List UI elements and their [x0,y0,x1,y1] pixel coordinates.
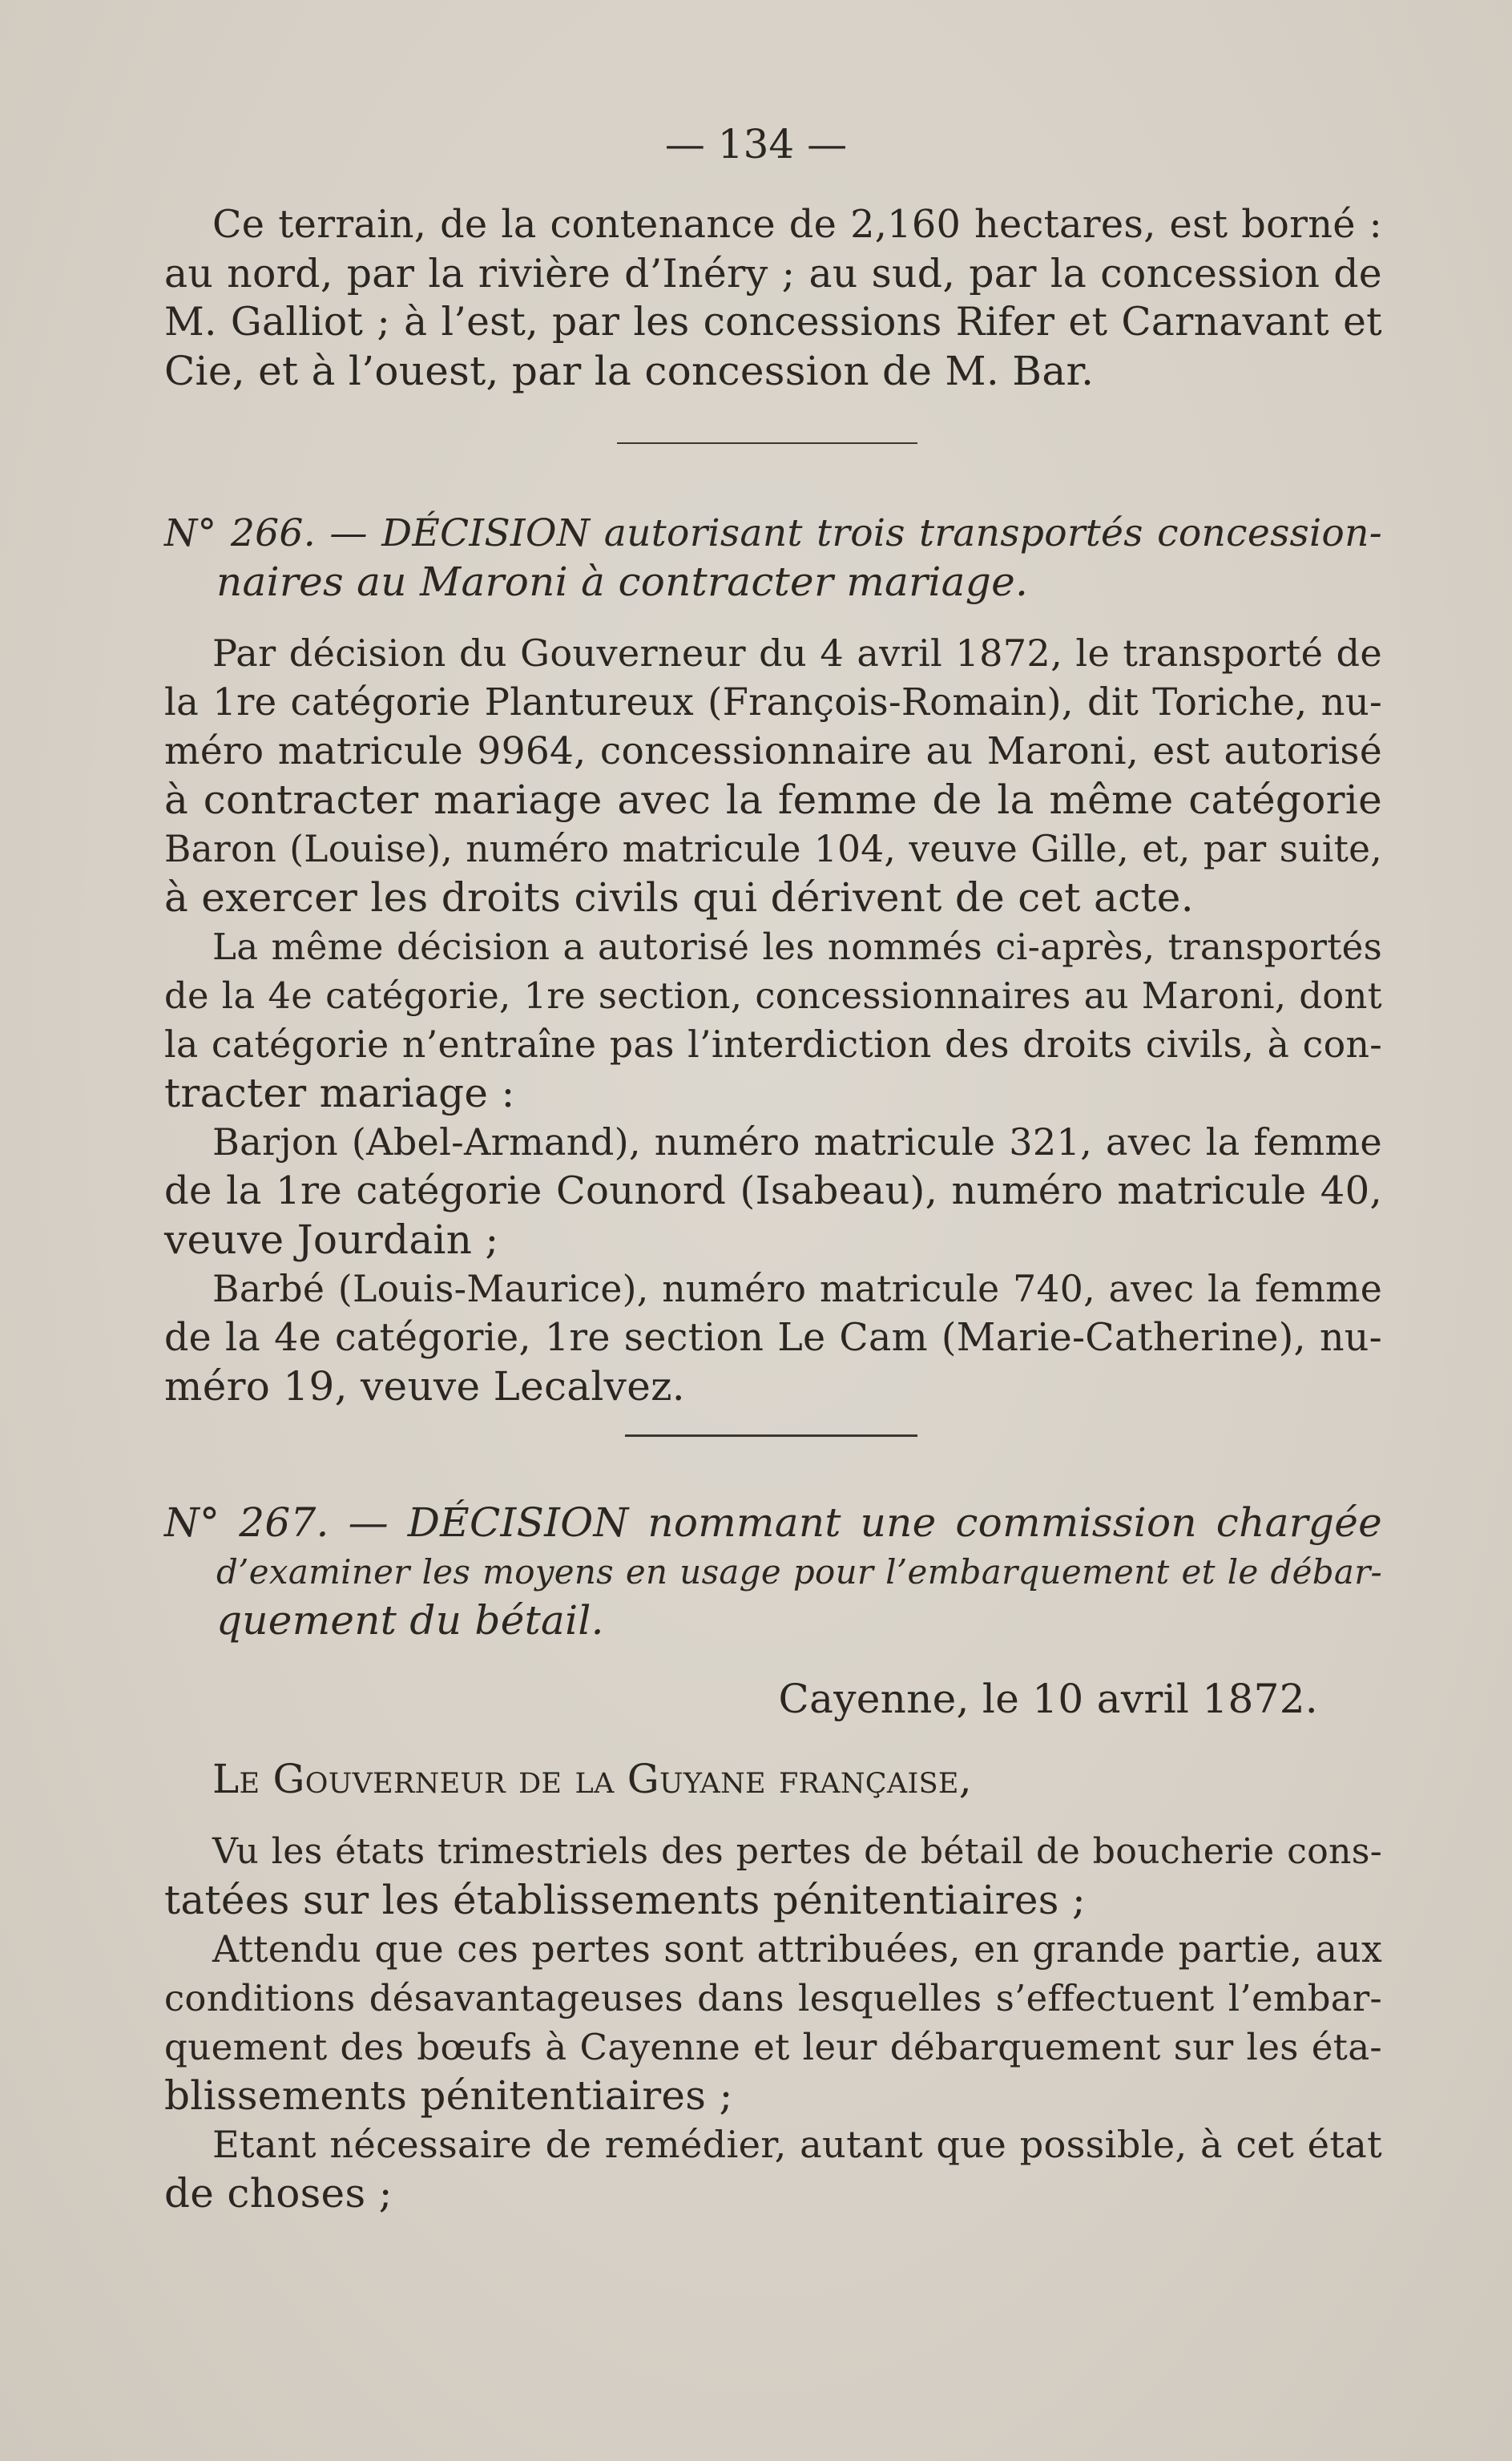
dateline: Cayenne, le 10 avril 1872. [778,1676,1318,1722]
text-line: méro 19, veuve Lecalvez. [164,1363,685,1410]
text-line: blissements pénitentiaires ; [164,2072,733,2119]
text-line: la catégorie n’entraîne pas l’interdiction des droits civils, à con- [164,1023,1382,1066]
text-line: de la 1re catégorie Counord (Isabeau), numéro matricule 40, [164,1168,1382,1213]
decision-266-heading [164,509,1382,607]
decision-267-heading [164,1499,1382,1645]
page-number: — 134 — [664,121,848,167]
text-line: Barjon (Abel-Armand), numéro matricule 321, avec la femme [212,1120,1382,1164]
heading-line: naires au Maroni à contracter mariage. [216,559,1029,605]
text-line: à contracter mariage avec la femme de la même catégorie [164,777,1382,823]
heading-line: N° 266. — DÉCISION autorisant trois transportés concession- [164,511,1382,555]
text-line: Attendu que ces pertes sont attribuées, en grande partie, aux [212,1928,1382,1971]
text-line: conditions désavantageuses dans lesquelles s’effectuent l’embar- [164,1977,1382,2019]
dateline-block [164,1675,1382,1724]
text-line: de la 4e catégorie, 1re section, concessionnaires au Maroni, dont [164,974,1382,1017]
heading-line: N° 267. — DÉCISION nommant une commission chargée [164,1499,1382,1546]
governor-line: Le Gouverneur de la Guyane française, [212,1756,972,1802]
section-divider [625,1434,917,1437]
text-line: de choses ; [164,2170,393,2217]
text-line: Cie, et à l’ouest, par la concession de M. Bar. [164,348,1095,394]
text-line: Etant nécessaire de remédier, autant que possible, à cet état [212,2123,1382,2166]
decision-266-body [164,629,1382,1411]
governor-block [164,1755,1382,1804]
text-line: tatées sur les établissements pénitentiaires ; [164,1877,1087,1923]
text-line: méro matricule 9964, concessionnaire au Maroni, est autorisé [164,729,1382,773]
text-line: Barbé (Louis-Maurice), numéro matricule 740, avec la femme [212,1268,1382,1310]
text-line: M. Galliot ; à l’est, par les concessions Rifer et Carnavant et [164,300,1382,345]
text-line: au nord, par la rivière d’Inéry ; au sud, par la concession de [164,251,1382,297]
text-line: Baron (Louise), numéro matricule 104, veuve Gille, et, par suite, [164,828,1382,870]
heading-line: quement du bétail. [216,1597,604,1644]
text-line: de la 4e catégorie, 1re section Le Cam (Marie-Catherine), nu- [164,1316,1382,1360]
text-line: à exercer les droits civils qui dérivent de cet acte. [164,874,1194,921]
text-line: quement des bœufs à Cayenne et leur débarquement sur les éta- [164,2026,1382,2068]
text-line: Ce terrain, de la contenance de 2,160 hectares, est borné : [212,203,1382,247]
heading-line: d’examiner les moyens en usage pour l’embarquement et le débar- [216,1552,1382,1592]
section-divider [617,442,917,444]
decision-267-body [164,1827,1382,2218]
text-line: La même décision a autorisé les nommés ci-après, transportés [212,926,1382,968]
text-line: Vu les états trimestriels des pertes de bétail de boucherie cons- [212,1831,1382,1872]
opening-paragraph [164,200,1382,396]
text-line: la 1re catégorie Plantureux (François-Romain), dit Toriche, nu- [164,680,1382,724]
text-line: Par décision du Gouverneur du 4 avril 1872, le transporté de [212,631,1382,675]
text-line: veuve Jourdain ; [164,1216,499,1263]
text-line: tracter mariage : [164,1070,515,1116]
